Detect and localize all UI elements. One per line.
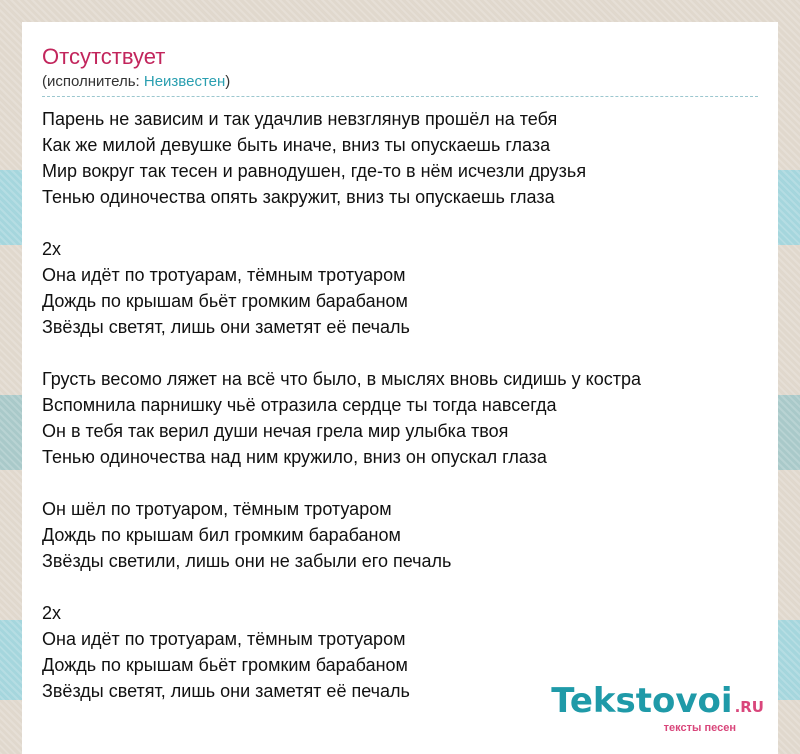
lyric-line: Она идёт по тротуарам, тёмным тротуаром [42, 629, 406, 649]
lyric-line: Как же милой девушке быть иначе, вниз ты опускаешь глаза [42, 135, 551, 155]
lyric-line: Звёзды светили, лишь они не забыли его печаль [42, 551, 452, 571]
lyric-blank-line [42, 574, 758, 600]
lyric-line: Дождь по крышам бьёт громким барабаном [42, 291, 408, 311]
lyric-line: Тенью одиночества опять закружит, вниз ты опускаешь глаза [42, 187, 555, 207]
logo-tld: .RU [734, 698, 764, 716]
lyric-line: Он шёл по тротуаром, тёмным тротуаром [42, 499, 392, 519]
lyric-line: Дождь по крышам бьёт громким барабаном [42, 655, 408, 675]
artist-line [42, 72, 758, 97]
lyric-line: Вспомнила парнишку чьё отразила сердце ты тогда навсегда [42, 395, 557, 415]
lyric-line: Грусть весомо ляжет на всё что было, в мыслях вновь сидишь у костра [42, 369, 641, 389]
lyrics-body [42, 106, 758, 704]
lyric-line: 2х [42, 239, 62, 259]
lyric-blank-line [42, 210, 758, 236]
lyric-line: Звёзды светят, лишь они заметят её печаль [42, 681, 410, 701]
song-title: Отсутствует [42, 44, 166, 69]
site-logo[interactable] [551, 682, 764, 734]
lyric-line: Он в тебя так верил души нечая грела мир улыбка твоя [42, 421, 509, 441]
lyric-blank-line [42, 340, 758, 366]
lyric-line: Звёзды светят, лишь они заметят её печаль [42, 317, 410, 337]
logo-wordmark [551, 682, 764, 726]
lyric-blank-line [42, 470, 758, 496]
lyric-line: Мир вокруг так тесен и равнодушен, где-то в нём исчезли друзья [42, 161, 587, 181]
lyrics-card [22, 22, 778, 754]
lyric-line: Дождь по крышам бил громким барабаном [42, 525, 401, 545]
artist-prefix: (исполнитель: [42, 73, 144, 90]
lyric-line: 2х [42, 603, 62, 623]
lyric-line: Парень не зависим и так удачлив невзглянув прошёл на тебя [42, 109, 558, 129]
artist-link[interactable]: Неизвестен [143, 73, 226, 90]
lyric-line: Тенью одиночества над ним кружило, вниз он опускал глаза [42, 447, 547, 467]
logo-name: Tekstovoi [551, 681, 733, 721]
lyric-line: Она идёт по тротуарам, тёмным тротуаром [42, 265, 406, 285]
logo-tagline: тексты песен [663, 722, 736, 734]
artist-suffix: ) [225, 73, 231, 90]
